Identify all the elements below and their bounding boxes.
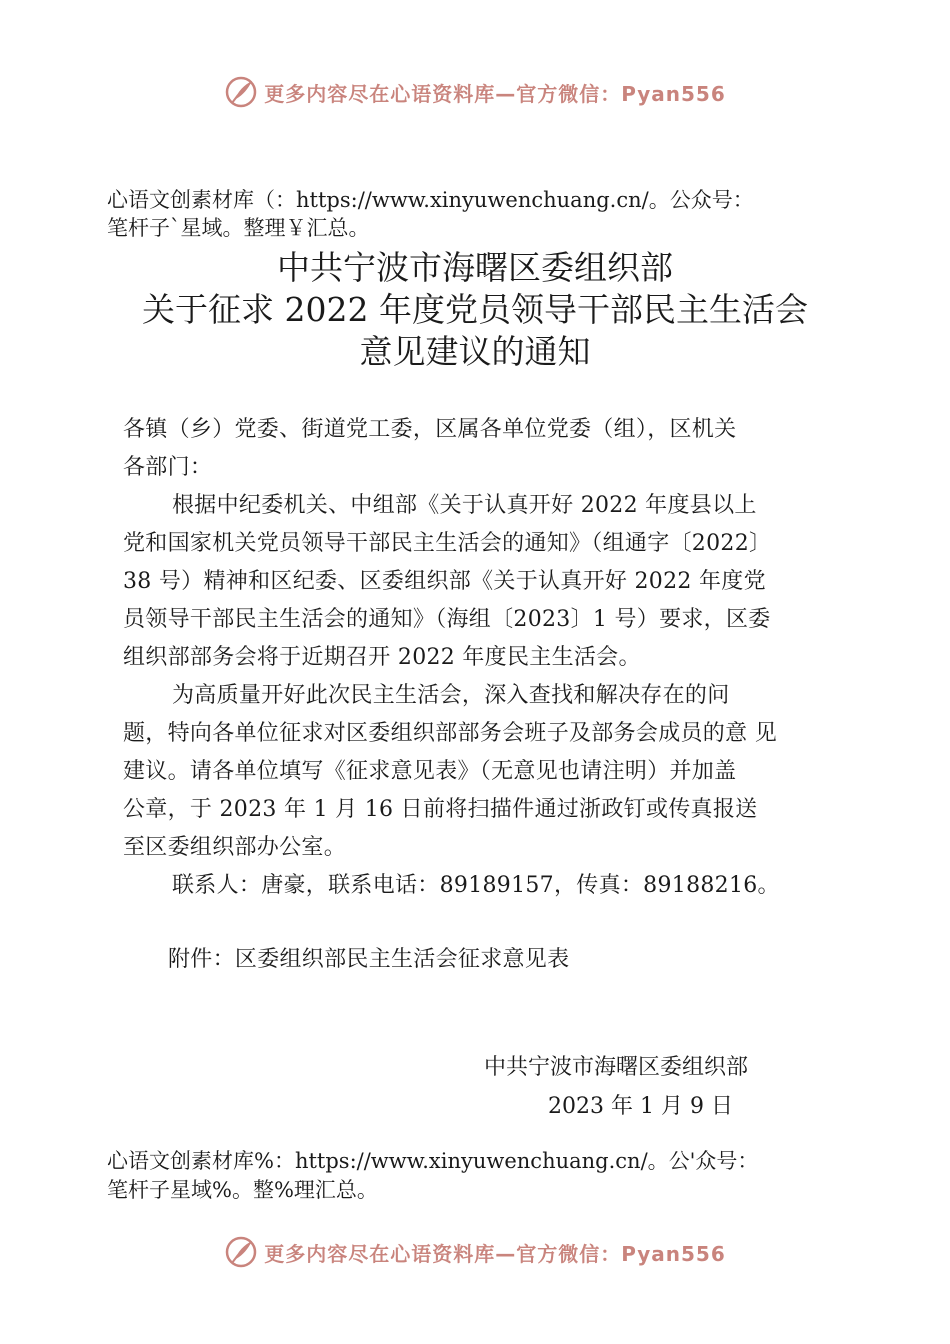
para2-line-5: 至区委组织部办公室。 <box>123 835 347 860</box>
source-line-top-1: 心语文创素材库（：https://www.xinyuwenchuang.cn/。公众号： <box>107 188 754 212</box>
source-line-bottom-2: 笔杆子星域%。整%理汇总。 <box>107 1178 378 1202</box>
doc-title-line-2: 关于征求 2022 年度党员领导干部民主生活会 <box>142 290 808 329</box>
para2-line-1: 为高质量开好此次民主生活会，深入查找和解决存在的问 <box>172 683 730 708</box>
source-line-top-2: 笔杆子`星域。整理￥汇总。 <box>107 216 370 240</box>
para1-line-5: 组织部部务会将于近期召开 2022 年度民主生活会。 <box>123 645 641 670</box>
watermark-text: 更多内容尽在心语资料库—官方微信：Pyan556 <box>264 1241 726 1266</box>
signature-date: 2023 年 1 月 9 日 <box>548 1094 733 1119</box>
watermark-text: 更多内容尽在心语资料库—官方微信：Pyan556 <box>264 81 726 106</box>
contact-line: 联系人：唐豪，联系电话：89189157，传真：89188216。 <box>172 873 780 898</box>
top-watermark-banner <box>0 70 950 114</box>
para1-line-2: 党和国家机关党员领导干部民主生活会的通知》（组通字〔2022〕 <box>123 531 772 556</box>
para2-line-2: 题，特向各单位征求对区委组织部部务会班子及部务会成员的意 见 <box>123 721 777 746</box>
para1-line-1: 根据中纪委机关、中组部《关于认真开好 2022 年度县以上 <box>172 493 757 518</box>
quill-logo-icon <box>224 1235 258 1269</box>
salutation-line-2: 各部门： <box>123 455 213 480</box>
doc-title-line-1: 中共宁波市海曙区委组织部 <box>277 248 673 287</box>
source-line-bottom-1: 心语文创素材库%：https://www.xinyuwenchuang.cn/。公'众号： <box>107 1149 759 1173</box>
bottom-watermark-banner <box>0 1230 950 1274</box>
para2-line-3: 建议。请各单位填写《征求意见表》（无意见也请注明）并加盖 <box>123 759 737 784</box>
para1-line-4: 员领导干部民主生活会的通知》（海组〔2023〕1 号）要求，区委 <box>123 607 771 632</box>
para2-line-4: 公章，于 2023 年 1 月 16 日前将扫描件通过浙政钉或传真报送 <box>123 797 758 822</box>
quill-logo-icon <box>224 75 258 109</box>
salutation-line-1: 各镇（乡）党委、街道党工委，区属各单位党委（组），区机关 <box>123 417 737 442</box>
attachment-line: 附件：区委组织部民主生活会征求意见表 <box>168 947 570 972</box>
para1-line-3: 38 号）精神和区纪委、区委组织部《关于认真开好 2022 年度党 <box>123 569 766 594</box>
signature-org: 中共宁波市海曙区委组织部 <box>484 1055 749 1080</box>
doc-title-line-3: 意见建议的通知 <box>359 332 591 371</box>
